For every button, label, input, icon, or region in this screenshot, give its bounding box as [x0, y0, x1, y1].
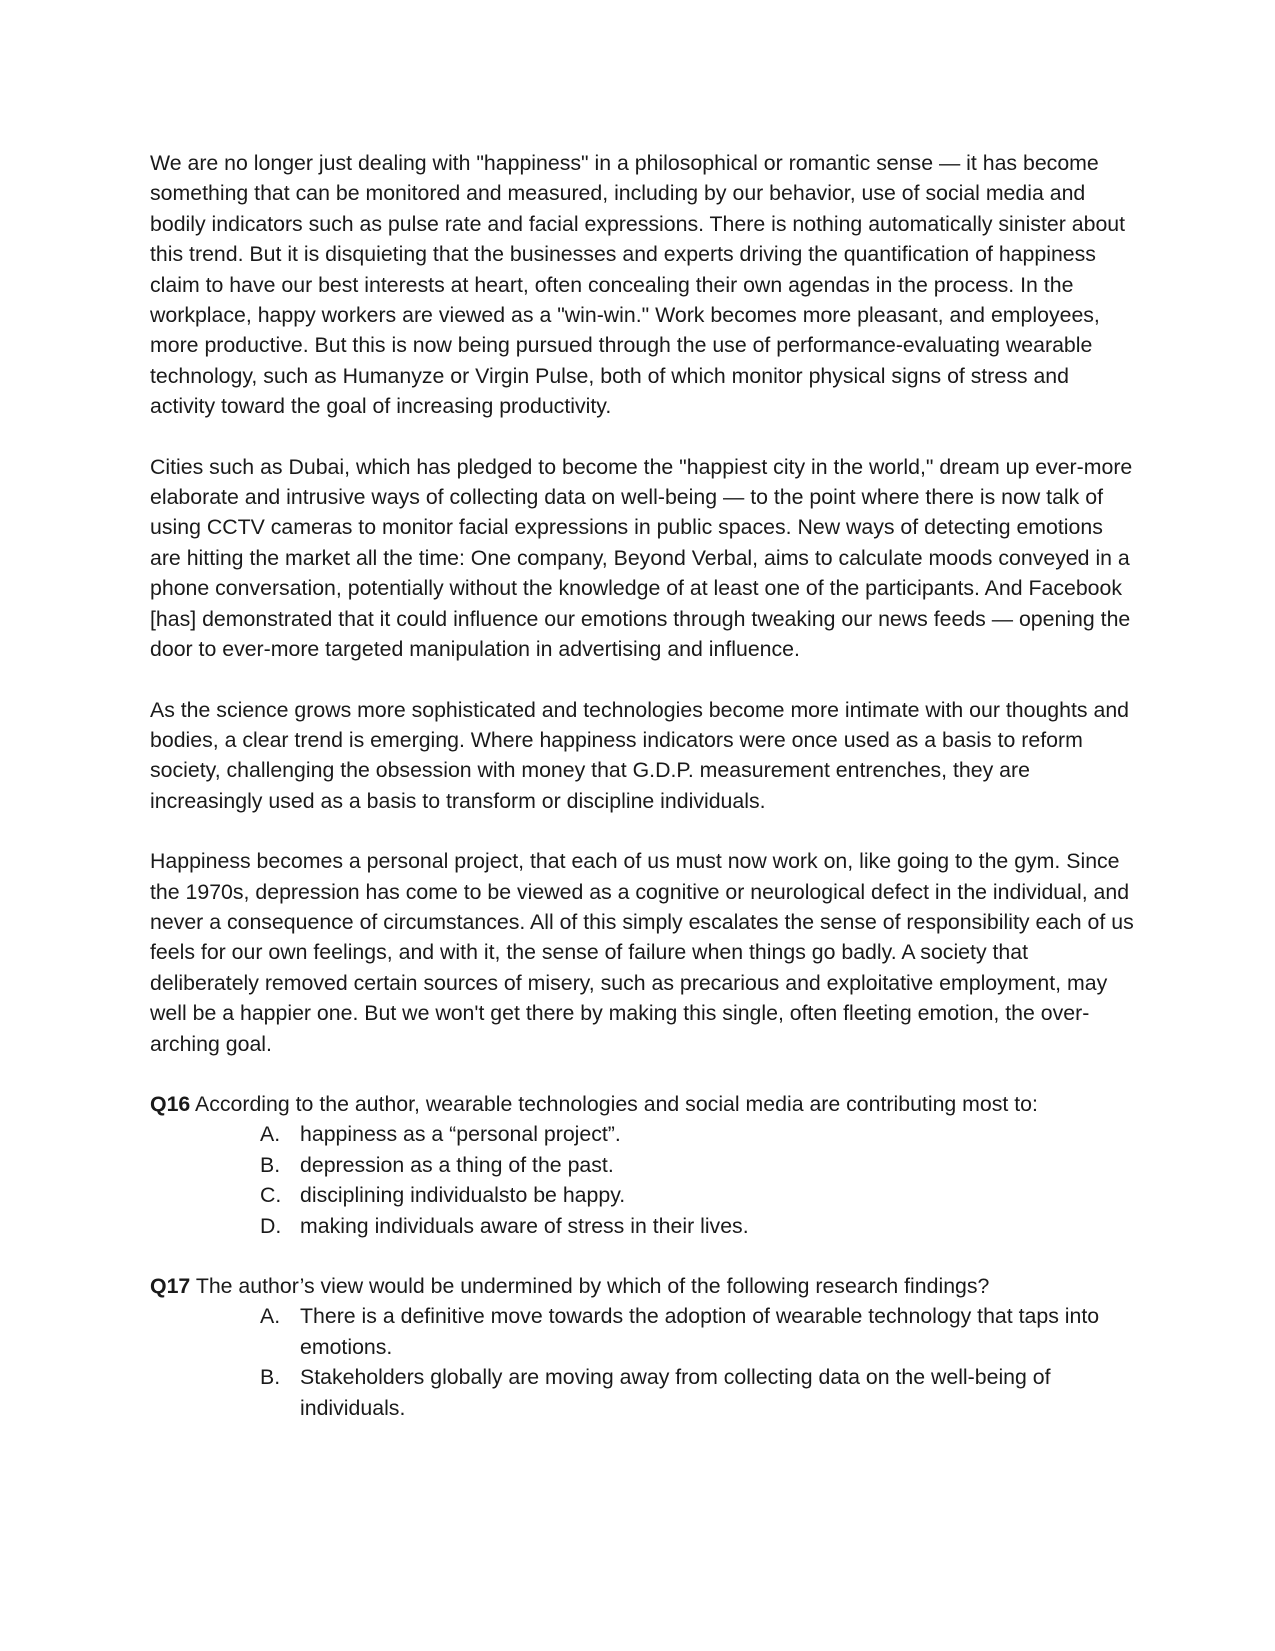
option-text: Stakeholders globally are moving away from collecting data on the well-being of individuals. — [300, 1365, 1051, 1420]
option-letter: B. — [260, 1152, 281, 1177]
option-letter: D. — [260, 1213, 282, 1238]
paragraph: As the science grows more sophisticated and technologies become more intimate with our thoughts and bodies, a clear trend is emerging. Where happiness indicators were once used as a basis to reform society, challenging the obsession with money that G.D.P. measurement entrenches, they are increasingly used as a basis to transform or discipline individuals. — [150, 697, 1130, 813]
answer-option — [150, 1180, 1135, 1210]
answer-options — [150, 1301, 1135, 1423]
option-text: making individuals aware of stress in their lives. — [300, 1213, 749, 1238]
answer-option — [150, 1301, 1135, 1362]
option-letter: A. — [260, 1122, 281, 1147]
question-stem — [150, 1089, 1135, 1119]
paragraph: Happiness becomes a personal project, that each of us must now work on, like going to the gym. Since the 1970s, depression has come to be viewed as a cognitive or neurological defect in the individual, and never a consequence of circumstances. All of this simply escalates the sense of responsibility each of us feels for our own feelings, and with it, the sense of failure when things go badly. A society that deliberately removed certain sources of misery, such as precarious and exploitative employment, may well be a happier one. But we won't get there by making this single, often fleeting emotion, the over-arching goal. — [150, 849, 1134, 1056]
answer-option — [150, 1150, 1135, 1180]
option-letter: B. — [260, 1365, 281, 1390]
answer-options — [150, 1119, 1135, 1241]
question-number: Q17 — [150, 1274, 191, 1298]
answer-option — [150, 1362, 1135, 1423]
paragraph: We are no longer just dealing with "happiness" in a philosophical or romantic sense — it has become something that can be monitored and measured, including by our behavior, use of social media and bodily indicators such as pulse rate and facial expressions. There is nothing automatically sinister about this trend. But it is disquieting that the businesses and experts driving the quantification of happiness claim to have our best interests at heart, often concealing their own agendas in the process. In the workplace, happy workers are viewed as a "win-win." Work becomes more pleasant, and employees, more productive. But this is now being pursued through the use of performance-evaluating wearable technology, such as Humanyze or Virgin Pulse, both of which monitor physical signs of stress and activity toward the goal of increasing productivity. — [150, 151, 1126, 419]
question-q16 — [150, 1089, 1135, 1241]
question-q17 — [150, 1271, 1135, 1423]
question-stem — [150, 1271, 1135, 1301]
question-number: Q16 — [150, 1091, 191, 1116]
option-text: depression as a thing of the past. — [300, 1152, 614, 1177]
question-text: The author’s view would be undermined by which of the following research findings? — [195, 1274, 990, 1298]
option-text: There is a definitive move towards the adoption of wearable technology that taps into emotions. — [300, 1304, 1100, 1359]
answer-option — [150, 1211, 1135, 1241]
paragraph: Cities such as Dubai, which has pledged to become the "happiest city in the world," dream up ever-more elaborate and intrusive ways of collecting data on well-being — to the point where there is now talk of using CCTV cameras to monitor facial expressions in public spaces. New ways of detecting emotions are hitting the market all the time: One company, Beyond Verbal, aims to calculate moods conveyed in a phone conversation, potentially without the knowledge of at least one of the participants. And Facebook [has] demonstrated that it could influence our emotions through tweaking our news feeds — opening the door to ever-more targeted manipulation in advertising and influence. — [150, 454, 1133, 662]
option-letter: C. — [260, 1183, 282, 1208]
option-text: happiness as a “personal project”. — [300, 1122, 621, 1147]
option-letter: A. — [260, 1304, 281, 1329]
option-text: disciplining individualsto be happy. — [300, 1183, 626, 1208]
document-page — [150, 148, 1135, 1453]
answer-option — [150, 1119, 1135, 1149]
question-text: According to the author, wearable technologies and social media are contributing most to: — [195, 1091, 1038, 1116]
